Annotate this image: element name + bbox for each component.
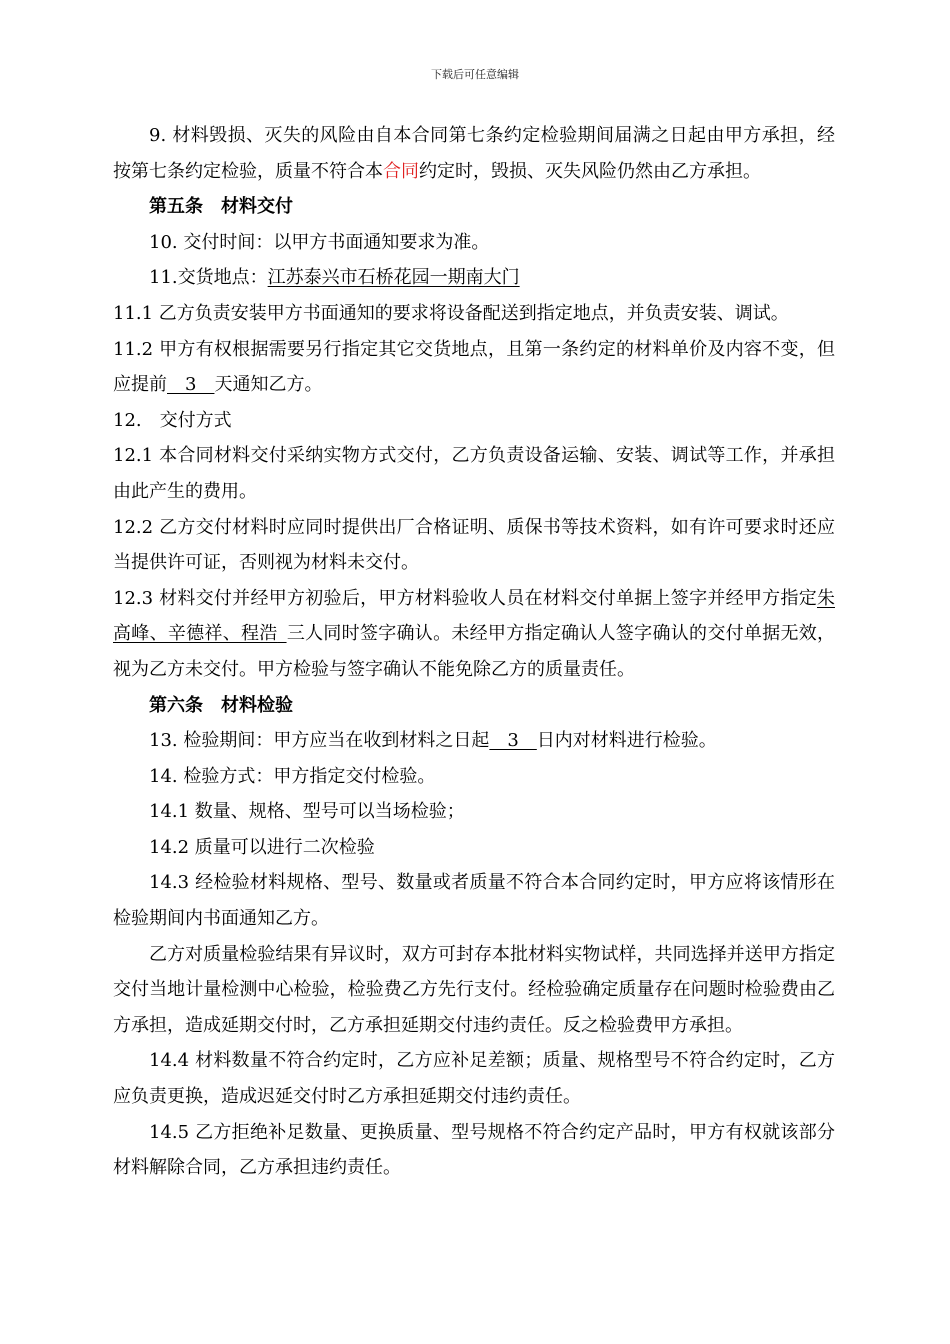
clause-12-3-text-end: 三人同时签字确认。未经甲方指定确认人签字确认的交付单据无效，视为乙方未交付。甲方检验与签字确认不能免除乙方的质量责任。 [113, 623, 836, 680]
clause-14-1: 14.1 数量、规格、型号可以当场检验； [149, 801, 465, 823]
notice-days-value: 3 [167, 374, 215, 396]
clause-14-4: 14.4 材料数量不符合约定时，乙方应补足差额；质量、规格型号不符合约定时，乙方应负责更换，造成迟延交付时乙方承担延期交付违约责任。 [113, 1050, 835, 1108]
clause-11-1: 11.1 乙方负责安装甲方书面通知的要求将设备配送到指定地点，并负责安装、调试。 [113, 302, 789, 324]
clause-11-2 [113, 332, 835, 403]
clause-14-3: 14.3 经检验材料规格、型号、数量或者质量不符合本合同约定时，甲方应将该情形在检验期间内书面通知乙方。 [113, 872, 835, 930]
page-header: 下载后可任意编辑 [431, 68, 519, 81]
clause-12-3-text: 12.3 材料交付并经甲方初验后，甲方材料验收人员在材料交付单据上签字并经甲方指定 [113, 587, 817, 609]
clause-13-text: 13. 检验期间：甲方应当在收到材料之日起 [149, 730, 490, 752]
clause-14: 14. 检验方式：甲方指定交付检验。 [149, 765, 436, 787]
clause-9-text: 9. 材料毁损、灭失的风险由自本合同第七条约定检验期间届满之日起由甲方承担，经按第七条约定检验，质量不符合本 [113, 125, 835, 182]
clause-9 [113, 118, 835, 189]
clause-14-5: 14.5 乙方拒绝补足数量、更换质量、型号规格不符合约定产品时，甲方有权就该部分材料解除合同，乙方承担违约责任。 [113, 1121, 835, 1179]
clause-11-2-text: 11.2 甲方有权根据需要另行指定其它交货地点，且第一条约定的材料单价及内容不变，但应提前 [113, 338, 835, 396]
clause-13-text-end: 日内对材料进行检验。 [536, 730, 717, 752]
delivery-place-label: 11.交货地点： [149, 267, 268, 289]
document-body [113, 118, 835, 1186]
dispute-paragraph: 乙方对质量检验结果有异议时，双方可封存本批材料实物试样，共同选择并送甲方指定交付当地计量检测中心检验，检验费乙方先行支付。经检验确定质量存在问题时检验费由乙方承担，造成延期交付时，乙方承担延期交付违约责任。反之检验费甲方承担。 [113, 943, 835, 1036]
clause-9-text-end: 约定时，毁损、灭失风险仍然由乙方承担。 [419, 160, 761, 182]
article-5-heading: 第五条 材料交付 [149, 196, 293, 218]
delivery-place-value: 江苏泰兴市石桥花园一期南大门 [267, 267, 520, 289]
clause-11-2-text-end: 天通知乙方。 [214, 374, 323, 396]
article-6-heading: 第六条 材料检验 [149, 694, 293, 716]
highlighted-word: 合同 [383, 160, 419, 182]
clause-13 [113, 723, 835, 759]
clause-12: 12. 交付方式 [113, 409, 232, 431]
inspection-days-value: 3 [489, 730, 537, 752]
clause-12-1: 12.1 本合同材料交付采纳实物方式交付，乙方负责设备运输、安装、调试等工作，并承担由此产生的费用。 [113, 445, 835, 502]
clause-12-3 [113, 581, 835, 688]
confirmer-names: 朱高峰、辛德祥、程浩 [113, 587, 835, 645]
clause-10: 10. 交付时间：以甲方书面通知要求为准。 [149, 231, 490, 253]
clause-11 [113, 260, 835, 296]
clause-14-2: 14.2 质量可以进行二次检验 [149, 836, 375, 858]
clause-12-2: 12.2 乙方交付材料时应同时提供出厂合格证明、质保书等技术资料，如有许可要求时还应当提供许可证，否则视为材料未交付。 [113, 516, 835, 574]
